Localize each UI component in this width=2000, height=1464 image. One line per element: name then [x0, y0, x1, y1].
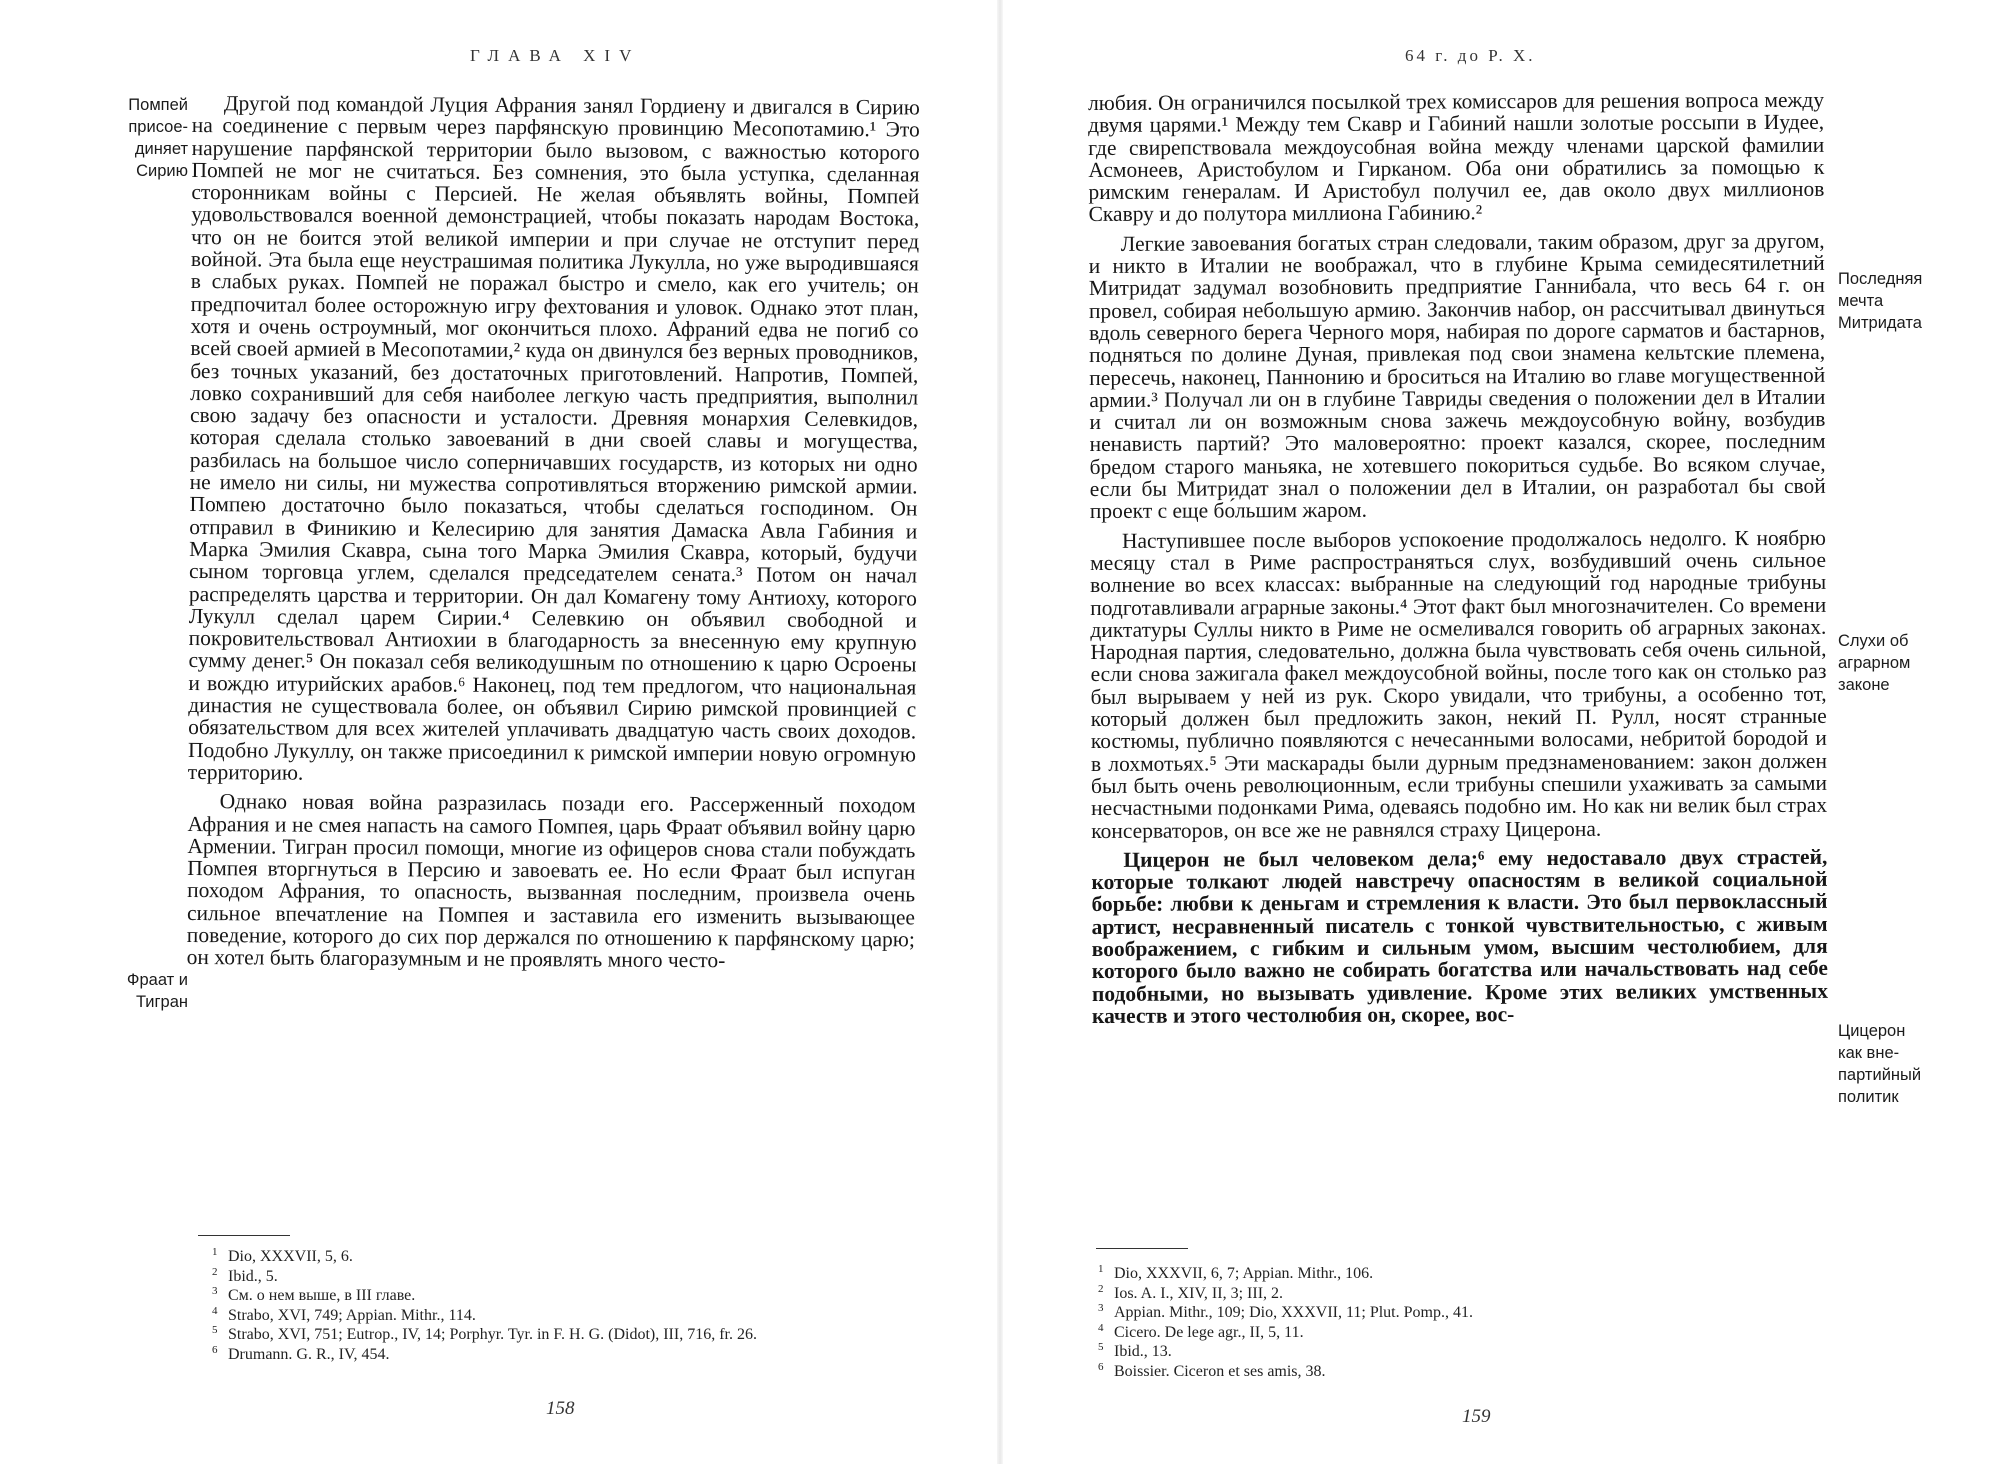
footnote — [212, 1265, 928, 1287]
footnote-text: Boissier. Ciceron et ses amis, 38. — [1114, 1362, 1326, 1380]
margin-note-mithridates-last-dream: Последняя мечта Митридата — [1838, 270, 1923, 332]
page-number: 158 — [546, 1398, 575, 1419]
running-header: ГЛАВА XIV — [470, 46, 641, 65]
footnotes-list — [212, 1246, 928, 1364]
footnote-text: Appian. Mithr., 109; Dio, XXXVII, 11; Plut. Pomp., 41. — [1114, 1304, 1473, 1321]
footnote-number: 3 — [1098, 1302, 1104, 1314]
footnote-number: 3 — [212, 1285, 218, 1297]
footnote-text: Strabo, XVI, 749; Appian. Mithr., 114. — [228, 1306, 476, 1324]
footnote-text: Cicero. De lege agr., II, 5, 11. — [1114, 1323, 1304, 1341]
footnote-number: 4 — [212, 1304, 218, 1317]
footnote-divider — [198, 1235, 290, 1236]
footnote-text: Drumann. G. R., IV, 454. — [228, 1345, 390, 1363]
footnote — [1098, 1282, 1814, 1304]
footnote-number: 4 — [1098, 1321, 1104, 1334]
footnote-text: Dio, XXXVII, 6, 7; Appian. Mithr., 106. — [1114, 1265, 1374, 1282]
margin-note-agrarian-law-rumors: Слухи об аграрном законе — [1838, 632, 1911, 694]
footnote-number: 1 — [1098, 1263, 1104, 1275]
footnote — [1098, 1360, 1814, 1382]
footnote — [212, 1324, 928, 1345]
paragraph: Легкие завоевания богатых стран следовали, таким образом, друг за другом, и никто в Италии не воображал, что в глубине Крыма семидесятилетний Митридат задумал возобновить предприятие Ганнибала, что весь 64 г. он провел, собирая небольшую армию. Закончив набор, он рассчитывал двинуться вдоль северного берега Черного моря, набирая по дороге сарматов и бастарнов, подняться по долине Дуная, привлекая под свои знамена кельтские племена, пересечь, наконец, Паннонию и броситься на Италию во главе могущественной армии.³ Получал ли он в глубине Тавриды сведения о положении дел в Италии и считал ли он возможным снова зажечь междоусобную войну, возбудив ненависть партий? Это маловероятно: проект казался, скорее, последним бредом старого маньяка, не хотевшего покориться судьбе. Во всяком случае, если бы Митридат знал о положении дел в Италии, он разработал бы свой проект с еще бо́льшим жаром. — [1088, 228, 1826, 524]
footnote-number: 5 — [1098, 1341, 1104, 1353]
footnote — [1098, 1263, 1814, 1284]
footnote-text: См. о нем выше, в III главе. — [228, 1287, 416, 1304]
footnote-text: Ibid., 5. — [228, 1267, 278, 1285]
footnote-text: Ios. A. I., XIV, II, 3; III, 2. — [1114, 1284, 1284, 1302]
footnote — [212, 1246, 928, 1267]
footnotes-list — [1098, 1263, 1814, 1381]
footnote-divider — [1096, 1248, 1188, 1249]
margin-note-phraates-tigranes: Фраат и Тигран — [126, 971, 188, 1011]
footnote-number: 1 — [212, 1246, 218, 1258]
footnote-text: Strabo, XVI, 751; Eutrop., IV, 14; Porphyr. Tyr. in F. H. G. (Didot), III, 716, fr. 26. — [228, 1326, 757, 1343]
right-page — [1000, 0, 2000, 1464]
footnote-number: 6 — [1098, 1360, 1104, 1373]
footnote-number: 2 — [212, 1265, 218, 1278]
main-text — [187, 92, 920, 980]
footnote — [212, 1285, 928, 1306]
margin-note-pompey-annexes-syria: Помпей присое- диняет Сирию — [128, 96, 188, 180]
footnote — [212, 1343, 928, 1365]
paragraph: Однако новая война разразилась позади его. Рассерженный походом Афрания и не смея напасть на самого Помпея, царь Фраат объявил войну царю Армении. Тигран просил помощи, многие из офицеров снова стали побуждать Помпея вторгнуться в Персию и завоевать ее. Но если Фраат был испуган походом Афрания, то опасность, вызванная последним, произвела очень сильное впечатление на Помпея и заставила его изменить вызывающее поведение, которого до сих пор держался по отношению к парфянскому царю; он хотел быть благоразумным и не проявлять много често- — [186, 789, 916, 973]
footnote-number: 5 — [212, 1324, 218, 1336]
footnote — [212, 1304, 928, 1326]
footnote-number: 2 — [1098, 1282, 1104, 1295]
running-header: 64 г. до Р. Х. — [1405, 46, 1536, 65]
main-text — [1088, 89, 1828, 1034]
paragraph: Цицерон не был человеком дела;⁶ ему недоставало двух страстей, которые толкают людей навстречу опасностям в великой социальной борьбе: любви к деньгам и стремления к власти. Это был первоклассный артист, несравненный писатель с тонкой чувствительностью, с живым воображением, с гибким и сильным умом, высшим честолюбием, для которого было важно не собирать богатства или начальствовать над себе подобными, но вызывать удивление. Кроме этих великих умственных качеств и этого честолюбия он, скорее, вос- — [1091, 844, 1828, 1028]
footnote-text: Dio, XXXVII, 5, 6. — [228, 1248, 353, 1265]
footnote — [1098, 1341, 1814, 1362]
footnote — [1098, 1302, 1814, 1323]
footnote-text: Ibid., 13. — [1114, 1343, 1172, 1360]
paragraph: Наступившее после выборов успокоение продолжалось недолго. К ноябрю месяцу стал в Риме распространяться слух, возбудивший очень сильное волнение во всех классах: выбранные на следующий год народные трибуны подготавливали аграрные законы.⁴ Этот факт был многозначителен. Со времени диктатуры Суллы никто в Риме не осмеливался говорить об аграрных законах. Народная партия, следовательно, должна была чувствовать себя очень сильной, если снова зажигала факел междоусобной войны, после того как он столько раз был вырываем у ней из рук. Скоро увидали, что трибуны, а особенно тот, который должен был предложить закон, некий П. Рулл, носят странные костюмы, публично появляются с нечесанными волосами, небритой бородой и в лохмотьях.⁵ Эти маскарады были дурным предзнаменованием: закон должен был быть очень революционным, если трибуны спешили ухаживать за самыми несчастными подонками Рима, одеваясь подобно им. Но как ни велик был страх консерваторов, он все же не равнялся страху Цицерона. — [1090, 525, 1828, 843]
page-number: 159 — [1462, 1406, 1491, 1427]
paragraph: Другой под командой Луция Афрания занял Гордиену и двигался в Сирию на соединение с первым через парфянскую провинцию Месопотамию.¹ Это нарушение парфянской территории было вызовом, с важностью которого Помпей не мог не считаться. Без сомнения, это была уступка, сделанная сторонникам войны с Персией. Не желая объявлять войны, Помпей удовольствовался военной демонстрацией, чтобы показать народам Востока, что он не боится этой великой империи и при случае не отступит перед войной. Эта была еще неустрашимая политика Лукулла, но уже выродившаяся в слабых руках. Помпей не поражал быстро и смело, как его учитель; он предпочитал более осторожную игру фехтования и уловок. Однако этот план, хотя и очень остроумный, мог окончиться плохо. Афраний едва не погиб со всей своей армией в Месопотамии,² куда он двинулся без верных проводников, без точных указаний, без достаточных приготовлений. Напротив, Помпей, ловко сохранивший для себя наиболее легкую часть предприятия, выполнил свою задачу без опасности и усталости. Древняя монархия Селевкидов, которая сделала столько завоеваний в дни своей славы и могущества, разбилась на большое число соперничавших государств, из которых ни одно не имело ни силы, ни мужества сопротивляться вторжению римской армии. Помпею достаточно было показаться, чтобы сделаться господином. Он отправил в Финикию и Келесирию для занятия Дамаска Авла Габиния и Марка Эмилия Скавра, сына того Марка Эмилия Скавра, который, будучи сыном торговца углем, сделался председателем сената.³ Потом он начал распределять царства и территории. Он дал Комагену тому Антиоху, которого Лукулл сделал царем Сирии.⁴ Селевкию он объявил свободной и покровительствовал Антиохии в благодарность за внесенную ему крупную сумму денег.⁵ Он показал себя великодушным по отношению к царю Осроены и вождю итурийских арабов.⁶ Наконец, под тем предлогом, что национальная династия не существовала более, он объявил Сирию римской провинцией с обязательством для всех жителей уплачивать двадцатую часть своих доходов. Подобно Лукуллу, он также присоединил к римской империи новую огромную территорию. — [187, 91, 920, 785]
paragraph: любия. Он ограничился посылкой трех комиссаров для решения вопроса между двумя царями.¹ Между тем Скавр и Габиний нашли золотые россыпи в Иудее, где свирепствовала междоусобная война между членами царской фамилии Асмонеев, Аристобулом и Гирканом. Оба они обратились за помощью к римским генералам. И Аристобул получил ее, дав около двух миллионов Скавру и до полутора миллиона Габинию.² — [1087, 87, 1825, 227]
footnote-number: 6 — [212, 1343, 218, 1356]
margin-note-cicero-nonpartisan: Цицерон как вне- партийный политик — [1838, 1022, 1922, 1106]
footnote — [1098, 1321, 1814, 1343]
